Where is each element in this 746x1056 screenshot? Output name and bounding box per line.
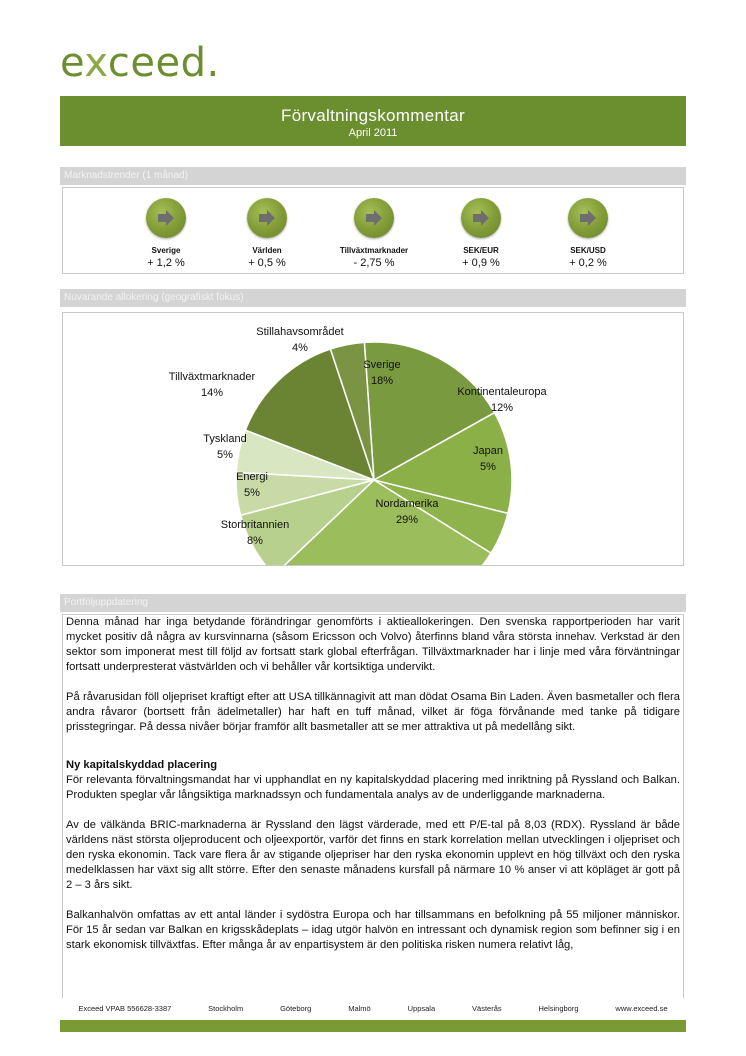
pie-label-name: Nordamerika [375,498,439,510]
arrow-right-icon [146,198,186,238]
arrow-right-icon [247,198,287,238]
section-header-portfolio: Portföljuppdatering [60,594,686,612]
portfolio-text [62,614,684,774]
pie-label-percent: 5% [244,487,260,499]
section-header-trends: Marknadstrender (1 månad) [60,167,686,185]
trend-name: SEK/USD [570,246,606,255]
pie-label-percent: 14% [200,387,224,399]
pie-label-name: Sverige [363,359,401,371]
trends-panel [62,187,684,274]
paragraph: Denna månad har inga betydande förändringar genomförts i aktieallokeringen. Den svenska rapportperioden har varit mycket positiv då några av kursvinnarna (såsom Ericsson och Volvo) återfinns bland våra största innehav. Verkstad är den sektor som imponerat mest till följd av fortsatt stark global efterfrågan. Tillväxtmarknader har i linje med våra förväntningar fortsatt underpresterat västvärlden och vi behåller vår kortsiktiga undervikt. [66,616,680,673]
portfolio-text-continued [62,758,684,998]
pie-label-percent: 29% [395,514,419,526]
paragraph: Balkanhalvön omfattas av ett antal länder i sydöstra Europa och har tillsammans en befolkning på 55 miljoner människor. För 15 år sedan var Balkan en krigsskådeplats – idag utgör halvön en intressant och dynamisk region som befinner sig i en stark ekonomisk tillväxtfas. Efter många år av enpartisystem är den politiska risken numera relativt låg, [66,909,680,951]
logo-text: e [60,40,85,86]
paragraph: Av de välkända BRIC-marknaderna är Ryssland den lägst värderade, med ett P/E-tal på 8,03 (RDX). Ryssland är både världens näst största oljeproducent och oljeexportör, varför det finns en stark korrelation mellan utvecklingen i oljepriset och den ryska ekonomin. Tack vare flera år av stigande oljepriser har den ryska ekonomin upplevt en hög tillväxt och den ryska medelklassen har växt sig allt större. Efter den senaste månadens kursfall på närmare 10 % anser vi att köpläget är gott på 2 – 3 års sikt. [66,819,680,891]
pie-label-name: Tillväxtmarknader [168,371,256,383]
subheading: Ny kapitalskyddad placering [66,759,218,771]
arrow-right-icon [461,198,501,238]
trend-sek-usd [538,198,638,269]
trend-name: SEK/EUR [463,246,499,255]
pie-label-name: Energi [236,471,268,483]
footer-company: Exceed VPAB 556628-3387 [78,1004,172,1013]
pie-label-name: Kontinentaleuropa [457,386,547,398]
title-banner [60,96,686,146]
pie-label-percent: 18% [370,375,394,387]
paragraph: För relevanta förvaltningsmandat har vi upphandlat en ny kapitalskyddad placering med inriktning på Ryssland och Balkan. Produkten speglar vår långsiktiga marknadssyn och fundamentala analys av de underliggande marknaderna. [66,774,680,801]
footer-city: Stockholm [208,1004,244,1013]
pie-label-percent: 5% [480,461,496,473]
footer [60,1004,686,1013]
pie-label-percent: 5% [217,449,233,461]
footer-city: Malmö [348,1004,371,1013]
pie-label-name: Stillahavsområdet [256,326,344,338]
page-date: April 2011 [348,127,398,139]
footer-city: Helsingborg [538,1004,579,1013]
exceed-logo [60,40,220,86]
trend-sverige [116,198,216,269]
page-title: Förvaltningskommentar [281,106,465,125]
logo-text-end: ceed. [107,40,220,86]
pie-label-name: Storbritannien [220,519,290,531]
trend-value: + 0,2 % [569,257,607,269]
trend-name: Tillväxtmarknader [339,246,409,255]
logo-mark: x [84,40,108,86]
footer-city: Göteborg [280,1004,312,1013]
trend-tillvaxtmarknader [324,198,424,269]
trend-varlden [217,198,317,269]
section-header-allocation: Nuvarande allokering (geografiskt fokus) [60,289,686,307]
pie-label-percent: 4% [292,342,308,354]
trend-value: - 2,75 % [353,257,395,269]
trend-name: Sverige [151,246,181,255]
footer-city: Uppsala [407,1004,436,1013]
allocation-panel [62,312,684,566]
pie-label-percent: 8% [247,535,263,547]
trend-value: + 1,2 % [147,257,185,269]
trend-sek-eur [431,198,531,269]
footer-bar [60,1020,686,1032]
pie-label-percent: 12% [490,402,514,414]
arrow-right-icon [354,198,394,238]
arrow-right-icon [568,198,608,238]
pie-chart [63,313,683,565]
trend-name: Världen [252,246,282,255]
pie-label-name: Tyskland [203,433,247,445]
trend-value: + 0,9 % [462,257,500,269]
pie-label-name: Japan [473,445,503,457]
footer-website[interactable]: www.exceed.se [615,1004,668,1013]
trend-value: + 0,5 % [248,257,286,269]
paragraph: På råvarusidan föll oljepriset kraftigt efter att USA tillkännagivit att man dödat Osama Bin Laden. Även basmetaller och flera andra råvaror (bortsett från ädelmetaller) har haft en tuff månad, vilket är föga förvånande med tanke på tidigare prisstegringar. På dessa nivåer börjar framför allt basmetaller att se mer attraktiva ut på medellång sikt. [66,691,680,733]
footer-city: Västerås [472,1004,502,1013]
